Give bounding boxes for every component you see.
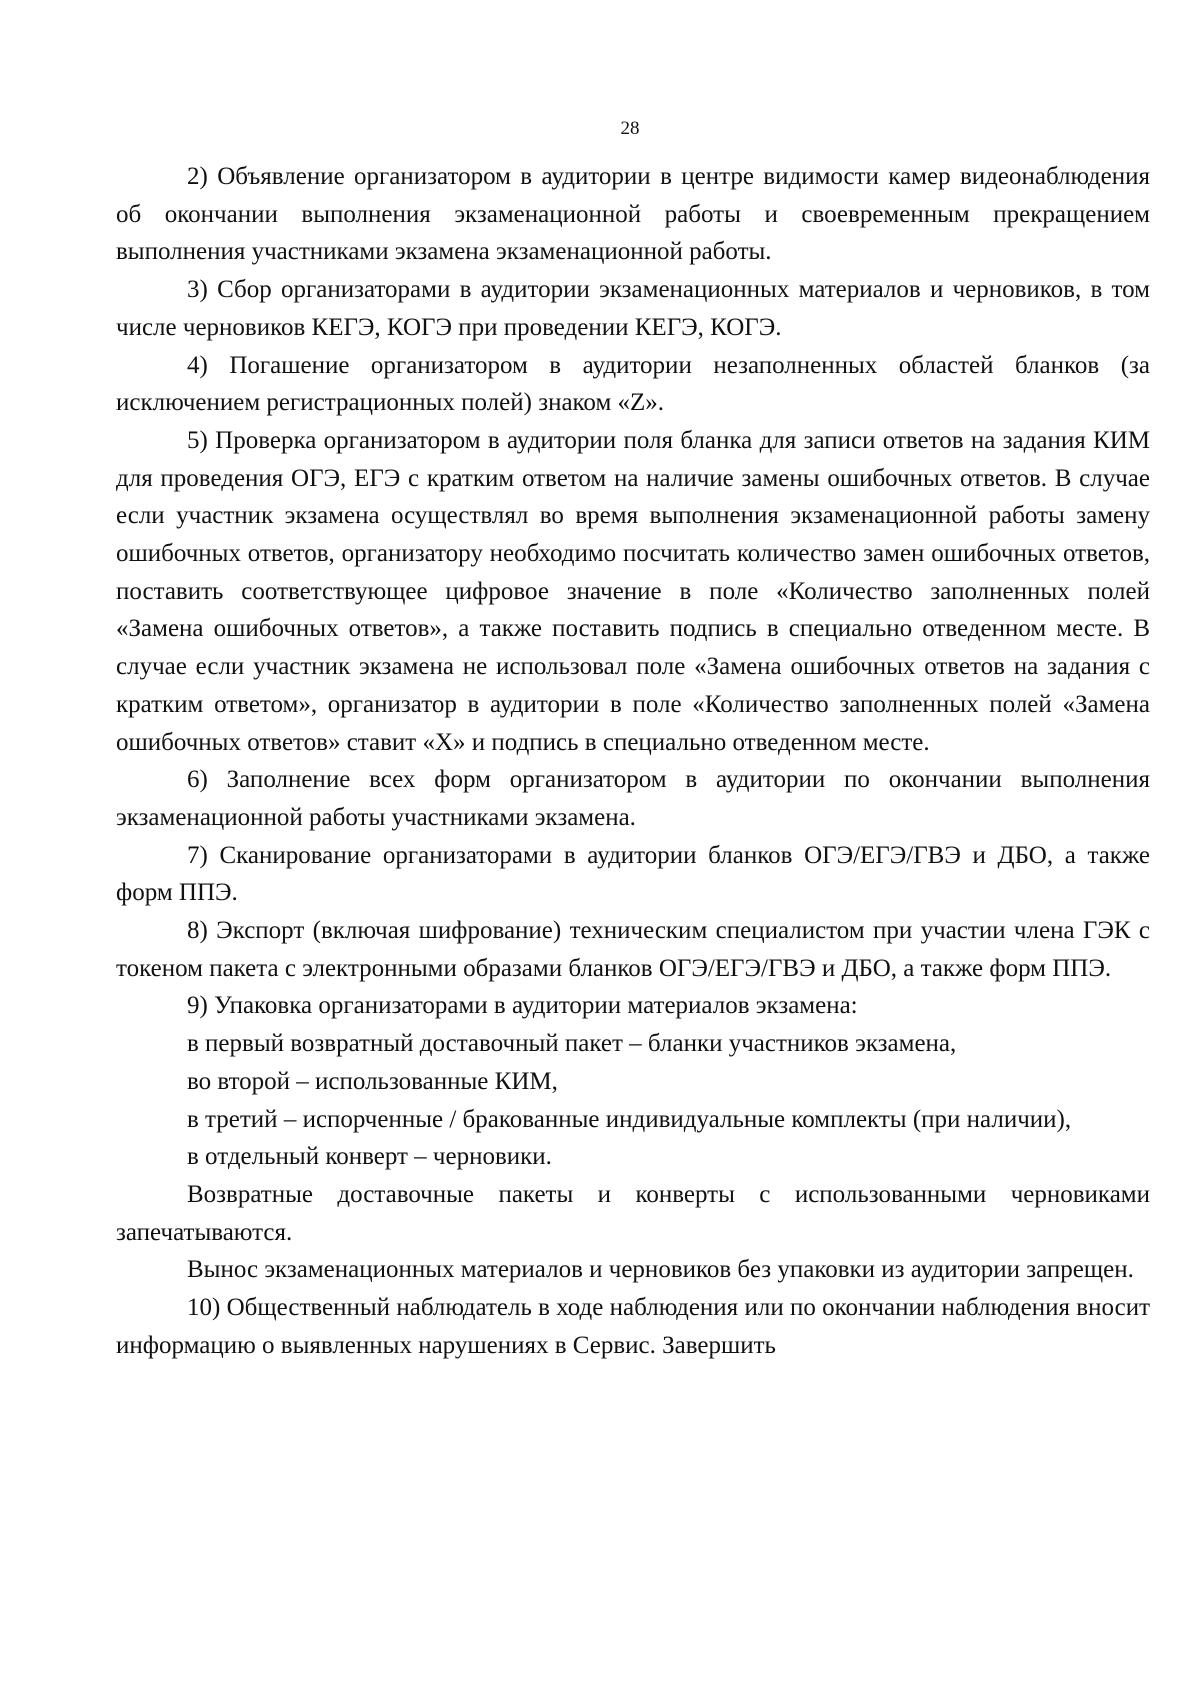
packing-line-envelope: в отдельный конверт – черновики. <box>187 1143 552 1171</box>
paragraph-removal-prohibited: Вынос экзаменационных материалов и черновиков без упаковки из аудитории запрещен. <box>187 1256 1134 1284</box>
paragraph-item-6: 6) Заполнение всех форм организатором в аудитории по окончании выполнения экзаменационной работы участниками экзамена. <box>116 766 1150 831</box>
paragraph-item-3: 3) Сбор организаторами в аудитории экзаменационных материалов и черновиков, в том числе черновиков КЕГЭ, КОГЭ при проведении КЕГЭ, КОГЭ. <box>116 276 1150 341</box>
paragraph-item-9: 9) Упаковка организаторами в аудитории материалов экзамена: <box>187 992 858 1020</box>
paragraph-item-2: 2) Объявление организатором в аудитории в центре видимости камер видеонаблюдения об окончании выполнения экзаменационной работы и своевременным прекращением выполнения участниками экзамена экзаменационной работы. <box>116 163 1150 266</box>
paragraph-item-4: 4) Погашение организатором в аудитории незаполненных областей бланков (за исключением регистрационных полей) знаком «Z». <box>116 351 1150 417</box>
document-body <box>116 158 1150 1365</box>
packing-line-first-package: в первый возвратный доставочный пакет – бланки участников экзамена, <box>187 1030 957 1058</box>
paragraph-item-5: 5) Проверка организатором в аудитории поля бланка для записи ответов на задания КИМ для проведения ОГЭ, ЕГЭ с кратким ответом на наличие замены ошибочных ответов. В случае если участник экзамена осуществлял во время выполнения экзаменационной работы замену ошибочных ответов, организатору необходимо посчитать количество замен ошибочных ответов, поставить соответствующее цифровое значение в поле «Количество заполненных полей «Замена ошибочных ответов», а также поставить подпись в специально отведенном месте. В случае если участник экзамена не использовал поле «Замена ошибочных ответов на задания с кратким ответом», организатор в аудитории в поле «Количество заполненных полей «Замена ошибочных ответов» ставит «X» и подпись в специально отведенном месте. <box>116 426 1150 756</box>
page-number: 28 <box>620 118 640 139</box>
paragraph-item-10: 10) Общественный наблюдатель в ходе наблюдения или по окончании наблюдения вносит информацию о выявленных нарушениях в Сервис. Завершить <box>116 1294 1150 1359</box>
paragraph-item-8: 8) Экспорт (включая шифрование) техническим специалистом при участии члена ГЭК с токеном пакета с электронными образами бланков ОГЭ/ЕГЭ/ГВЭ и ДБО, а также форм ППЭ. <box>116 917 1150 982</box>
paragraph-item-7: 7) Сканирование организаторами в аудитории бланков ОГЭ/ЕГЭ/ГВЭ и ДБО, а также форм ППЭ. <box>116 841 1150 907</box>
packing-line-third-package: в третий – испорченные / бракованные индивидуальные комплекты (при наличии), <box>187 1105 1072 1133</box>
paragraph-sealing: Возвратные доставочные пакеты и конверты с использованными черновиками запечатываются. <box>116 1180 1150 1246</box>
packing-line-second-package: во второй – использованные КИМ, <box>187 1067 558 1095</box>
